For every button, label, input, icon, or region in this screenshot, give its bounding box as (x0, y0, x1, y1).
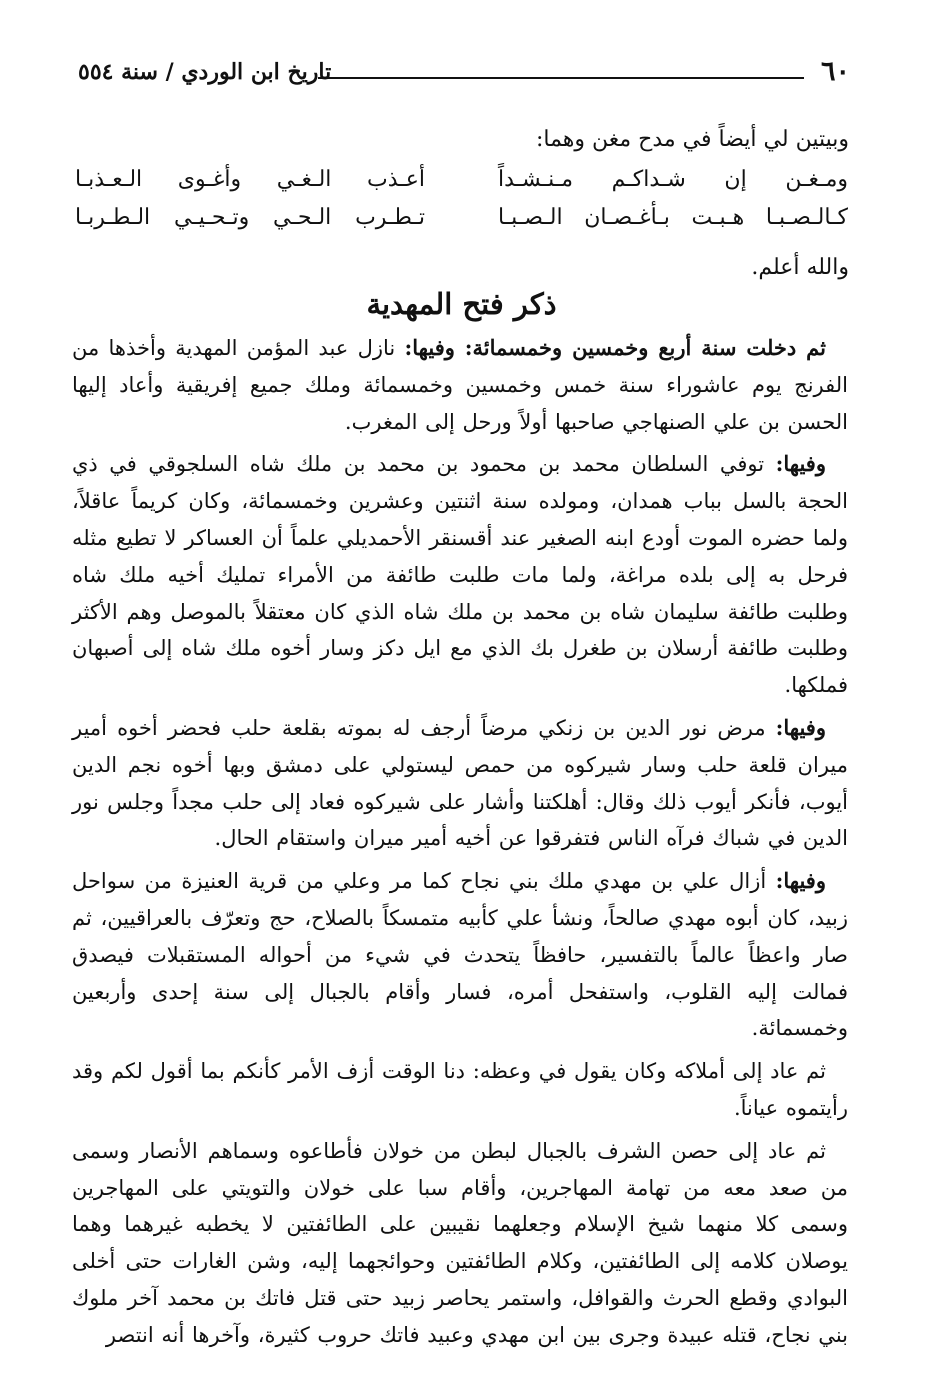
verse-second-hemistich: تـطـرب الـحـي وتـحـيـي الـطـربـا (75, 205, 425, 230)
verse-first-hemistich: ومـغـن إن شـداكـم مـنـشـداً (498, 167, 848, 192)
paragraph-text: ثم عاد إلى حصن الشرف بالجبال لبطن من خولان فأطاعوه وسماهم الأنصار وسمى من صعد معه من تهامة المهاجرين، وأقام سبا على خولان والتويتي على المهاجرين وسمى كلا منهما شيخ الإسلام وجعلهما نقيبين على الطائفتين لا يخطبه غيرهما وهما يوصلان كلامه إلى الطائفتين، وكلام الطائفتين وحوائجهما إليه، وشن الغارات حتى أخلى البوادي وقطع الحرث والقوافل، واستمر يحاصر زبيد حتى قتل فاتك بن محمد آخر ملوك بني نجاح، قتله عبيدة وجرى بين ابن مهدي وعبيد فاتك حروب كثيرة، وآخرها أنه انتصر (72, 1138, 848, 1347)
paragraph-lead: وفيها: (775, 714, 826, 740)
paragraph (72, 1053, 848, 1127)
paragraph-lead: وفيها: (775, 451, 826, 477)
paragraph (72, 330, 848, 440)
verse-second-hemistich: أعـذب الـغـي وأغـوى الـعـذبـا (75, 167, 425, 192)
paragraph-text: نازل عبد المؤمن المهدية وأخذها من الفرنج يوم عاشوراء سنة خمس وخمسين وخمسمائة وملك جميع إفريقية وأعاد إليها الحسن بن علي الصنهاجي صاحبها أولاً ورحل إلى المغرب. (72, 336, 848, 434)
verse-line (75, 160, 848, 200)
section-title: ذكر فتح المهدية (366, 287, 557, 321)
paragraph-lead: ثم دخلت سنة أربع وخمسين وخمسمائة: وفيها: (404, 335, 826, 360)
page-number: ٦٠ (820, 56, 850, 87)
paragraph-text: ثم عاد إلى أملاكه وكان يقول في وعظه: دنا الوقت أزف الأمر كأنكم بما أقول لكم وقد رأيتموه عياناً. (72, 1059, 848, 1120)
paragraph-text: أزال علي بن مهدي ملك بني نجاح كما مر وعلي من قرية العنيزة من سواحل زبيد، كان أبوه مهدي صالحاً، ونشأ علي كأبيه متمسكاً بالصلاح، حج وتعرّف بالعراقيين، ثم صار واعظاً عالماً بالتفسير، حافظاً يتحدث في شيء من أحواله المستقبلات فيصدق فمالت إليه القلوب، واستفحل أمره، فسار وأقام بالجبال إلى سنة إحدى وأربعين وخمسمائة. (72, 869, 848, 1041)
paragraph (72, 863, 848, 1047)
running-title: تاريخ ابن الوردي / سنة ٥٥٤ (78, 59, 332, 85)
paragraph-text: مرض نور الدين بن زنكي مرضاً أرجف له بموته بقلعة حلب فحضر أخوه أمير ميران قلعة حلب وسار شيركوه من حمص ليستولي على دمشق وبها أخوه نجم الدين أيوب، فأنكر أيوب ذلك وقال: أهلكتنا وأشار على شيركوه فعاد إلى حلب مجداً وجلس نور الدين في شباك فرآه الناس فتفرقوا عن أخيه أمير ميران واستقام الحال. (72, 715, 848, 851)
header-rule (318, 77, 804, 79)
page-header (78, 52, 850, 92)
verse-closing: والله أعلم. (751, 255, 849, 280)
paragraph (72, 1133, 848, 1354)
paragraph-text: توفي السلطان محمد بن محمود بن محمد بن ملك شاه السلجوقي في ذي الحجة بالسل بباب همدان، ومولده سنة اثنتين وعشرين وخمسمائة، وكان كريماً عاقلاً، ولما حضره الموت أودع ابنه الصغير عند أقسنقر الأحمديلي علماً أن العساكر لا تطيع مثله فرحل به إلى بلده مراغة، ولما مات طلبت طائفة من الأمراء تمليك أخيه ملك شاه وطلبت طائفة سليمان شاه بن محمد بن ملك شاه الذي كان معتقلاً بالموصل وهم الأكثر وطلبت طائفة أرسلان بن طغرل بك الذي مع ايل دكز وسار أخوه ملك شاه إلى أصبهان فملكها. (72, 452, 848, 698)
verse-first-hemistich: كـالـصـبـا هـبـت بـأغـصـان الـصـبـا (498, 205, 848, 230)
body-text (72, 330, 848, 1360)
paragraph-lead: وفيها: (775, 868, 826, 894)
verse-line (75, 198, 848, 238)
paragraph (72, 446, 848, 704)
paragraph (72, 710, 848, 857)
verse-intro: وبيتين لي أيضاً في مدح مغن وهما: (535, 127, 849, 152)
